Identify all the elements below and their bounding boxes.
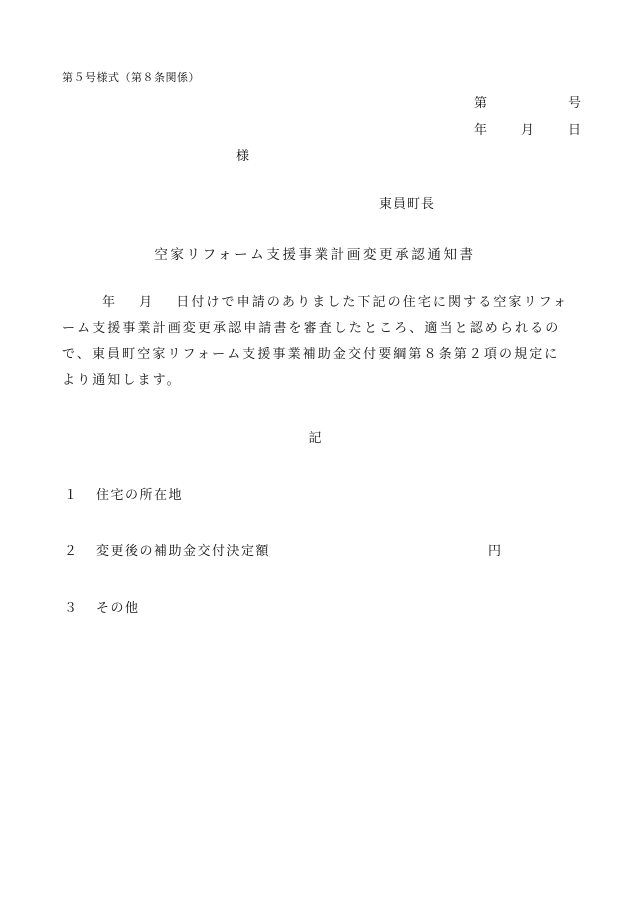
- item-number: １: [64, 488, 79, 503]
- date-year-label: 年: [474, 123, 488, 138]
- ki-heading: 記: [308, 431, 322, 446]
- body-line-1-text: 日付けで申請のありました下記の住宅に関する空家リフォ: [176, 295, 569, 310]
- body-month-label: 月: [139, 295, 155, 310]
- body-line-2: ーム支援事業計画変更承認申請書を審査したところ、適当と認められるの: [62, 321, 561, 336]
- list-item: [64, 540, 270, 559]
- item-number: ２: [64, 544, 79, 559]
- body-line-4: より通知します。: [62, 373, 182, 388]
- item-label: 変更後の補助金交付決定額: [96, 544, 271, 559]
- item-label: 住宅の所在地: [96, 488, 184, 503]
- body-year-label: 年: [102, 295, 118, 310]
- body-line-1: [62, 290, 584, 316]
- item-number: ３: [64, 601, 79, 616]
- body-paragraph: [62, 290, 584, 394]
- doc-number-suffix: 号: [568, 96, 582, 111]
- form-number: 第５号様式（第８条関係）: [62, 71, 200, 84]
- recipient-honorific: 様: [236, 149, 250, 164]
- doc-number-prefix: 第: [474, 96, 488, 111]
- item-label: その他: [96, 601, 140, 616]
- date-day-label: 日: [568, 123, 582, 138]
- list-item: [64, 597, 140, 616]
- date-month-label: 月: [521, 123, 535, 138]
- issuer-name: 東員町長: [379, 197, 436, 212]
- body-line-3: で、東員町空家リフォーム支援事業補助金交付要綱第８条第２項の規定に: [62, 347, 560, 362]
- list-item: [64, 484, 183, 503]
- amount-unit: 円: [488, 544, 502, 559]
- document-title: 空家リフォーム支援事業計画変更承認通知書: [154, 247, 476, 263]
